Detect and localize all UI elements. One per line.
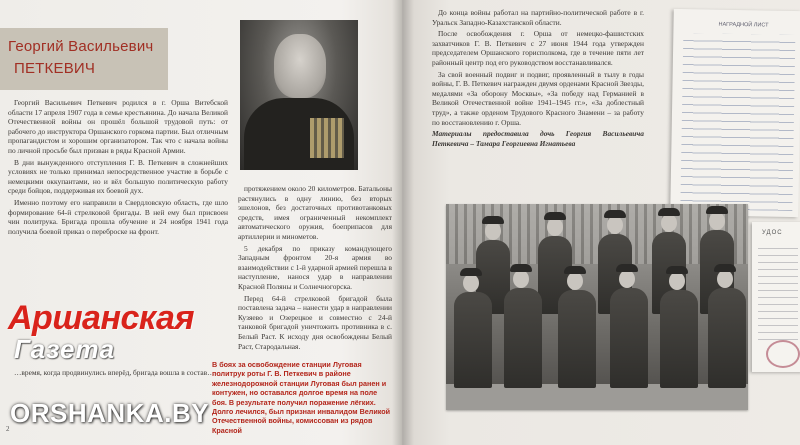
soldier-figure	[610, 288, 648, 388]
left-column-text	[8, 98, 228, 238]
article-title	[8, 36, 173, 80]
group-photo	[446, 204, 748, 410]
highlighted-red-paragraph: В боях за освобождение станции Луговая политрук роты Г. В. Петкевич в районе железнодорожной станции Луговая был ранен и контужен, но оставался долгое время на поле боя. В результате получил поражение лёгких. Долго лечился, был признан инвалидом Великой Отечественной войны, комиссован из рядов Красной	[212, 360, 391, 435]
page-number: 2	[6, 425, 10, 433]
portrait-medals	[310, 118, 344, 158]
soldier-figure	[558, 290, 596, 388]
portrait-photo	[240, 20, 358, 170]
soldier-figure	[708, 288, 746, 388]
portrait-face	[274, 34, 326, 98]
paragraph: До конца войны работал на партийно-политической работе в г. Уральск Западно-Казахстанской области.	[432, 8, 644, 27]
photo-credit: Материалы предоставила дочь Георгия Васильевича Петкевича – Тамара Георгиевна Игнатьева	[432, 129, 644, 148]
photo-ground	[446, 384, 748, 410]
soldier-figure	[454, 292, 492, 388]
document-heading: УДОС	[762, 230, 783, 236]
paragraph: 5 декабря по приказу командующего Западным фронтом 20-я армия во взаимодействии с 1-й ударной армией перешла в наступление, нанося удар в направлении Красной Поляны и Солнечногорска.	[238, 243, 392, 291]
paragraph: протяжением около 20 километров. Батальоны растянулись в одну линию, без вторых эшелонов, без достаточных противотанковых средств, имея ограниченный некомплект автоматического оружия, боеприпасов для артиллерии и минометов.	[238, 184, 392, 241]
title-surname: ПЕТКЕВИЧ	[14, 60, 96, 77]
paragraph: Георгий Васильевич Петкевич родился в г. Орша Витебской области 17 апреля 1907 года в семье крестьянина. До начала Великой Отечественной войны он прошёл большой трудовой путь: от рабочего до инструктора Оршанского горкома партии. Был отличным пропагандистом и хорошим организатором. Так что с начала войны по личной просьбе был призван в ряды Красной Армии.	[8, 98, 228, 155]
site-url-watermark: ORSHANKA.BY	[10, 398, 210, 428]
paragraph: Именно поэтому его направили в Свердловскую область, где шло формирование 64-й стрелковой бригады. В ней ему был присвоен чин политрука. Бригада прошла обучение и 24 ноября 1941 года получила боевой приказ о переброске на фронт.	[8, 197, 228, 236]
soldier-figure	[660, 290, 698, 388]
logo-main-text: Аршанская	[8, 299, 194, 337]
middle-column-text	[238, 184, 392, 353]
award-sheet-document	[670, 9, 800, 217]
title-first-line: Георгий Васильевич	[8, 38, 154, 55]
page-gutter	[392, 0, 414, 445]
logo-sub-text: Газета	[14, 334, 116, 364]
document-lines	[680, 33, 795, 211]
right-column-text	[432, 8, 644, 150]
newspaper-logo	[8, 298, 258, 376]
stamp-icon	[766, 340, 800, 368]
paragraph: После освобождения г. Орша от немецко-фашистских захватчиков Г. В. Петкевич с 27 июня 1944 года утвержден председателем Оршанского горисполкома, где в течение пяти лет районный центр под его руководством восстанавливался.	[432, 29, 644, 67]
paragraph: …время, когда продвинулись вперёд, бригада вошла в состав…	[14, 368, 215, 377]
paragraph: В дни вынужденного отступления Г. В. Петкевич в сложнейших условиях не только принимал непосредственное участие в борьбе с немецкими оккупантами, но и вёл большую политическую работу среди бойцов, поддерживая их боевой дух.	[8, 157, 228, 196]
soldier-figure	[504, 288, 542, 388]
certificate-document	[752, 222, 800, 372]
paragraph: За свой военный подвиг и подвиг, проявленный в тылу в годы войны, Г. В. Петкевич награжден двумя орденами Красной Звезды, медалями «За оборону Москвы», «За победу над Германией в Великой Отечественной войне 1941–1945 гг.», «За доблестный труд», а также орденом Трудового Красного Знамени – за работу по восстановлению г. Орша.	[432, 69, 644, 127]
paragraph: Перед 64-й стрелковой бригадой была поставлена задача – нанести удар в направлении Кузяево и Озерецкое и совместно с 24-й танковой бригадой уничтожить противника в с. Белый Раст. К исходу дня освобождены Белый Раст, Стародальная.	[238, 293, 392, 351]
document-heading: НАГРАДНОЙ ЛИСТ	[718, 21, 769, 29]
document-lines	[758, 242, 798, 342]
